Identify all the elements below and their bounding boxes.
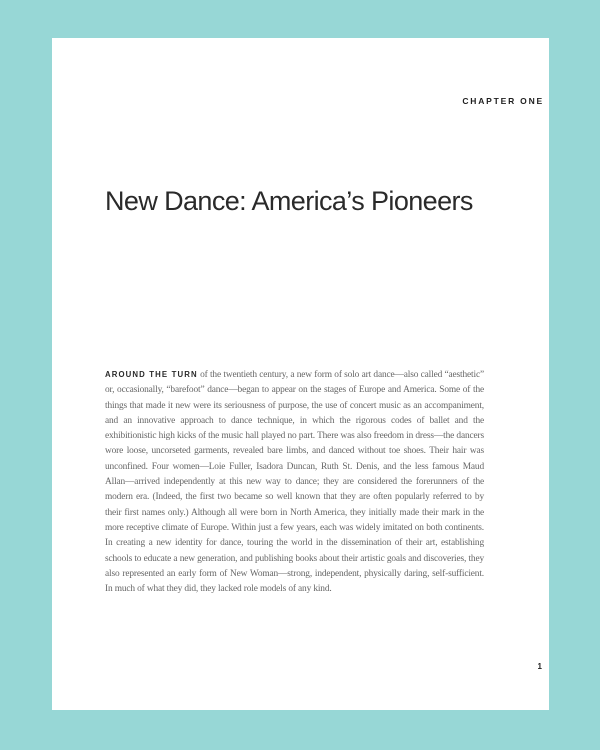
body-paragraph — [105, 367, 484, 597]
paragraph-text: of the twentieth century, a new form of solo art dance—also called “aesthetic” or, occasionally, “barefoot” dance—began to appear on the stages of Europe and America. Some of the things that made it new were its seriousness of purpose, the use of concert music as an accompaniment, and an innovative approach to dance technique, in which the rigorous codes of ballet and the exhibitionistic high kicks of the music hall played no part. There was also freedom in dress—the dancers wore loose, uncorseted garments, revealed bare limbs, and danced without toe shoes. Their hair was unconfined. Four women—Loie Fuller, Isadora Duncan, Ruth St. Denis, and the less famous Maud Allan—arrived independently at this new way to dance; they are considered the forerunners of the modern era. (Indeed, the first two became so well known that they are often popularly referred to by their first names only.) Although all were born in North America, they initially made their mark in the more receptive climate of Europe. Within just a few years, each was widely imitated on both continents. In creating a new identity for dance, touring the world in the dissemination of their art, establishing schools to educate a new generation, and publishing books about their artistic goals and discoveries, they also represented an early form of New Woman—strong, independent, physically daring, self-sufficient. In much of what they did, they lacked role models of any kind. — [105, 370, 484, 595]
chapter-title: New Dance: America’s Pioneers — [105, 186, 473, 216]
chapter-label: CHAPTER ONE — [462, 96, 544, 106]
lead-in-text: AROUND THE TURN — [105, 370, 198, 379]
book-page — [52, 38, 549, 710]
page-number: 1 — [537, 662, 542, 671]
